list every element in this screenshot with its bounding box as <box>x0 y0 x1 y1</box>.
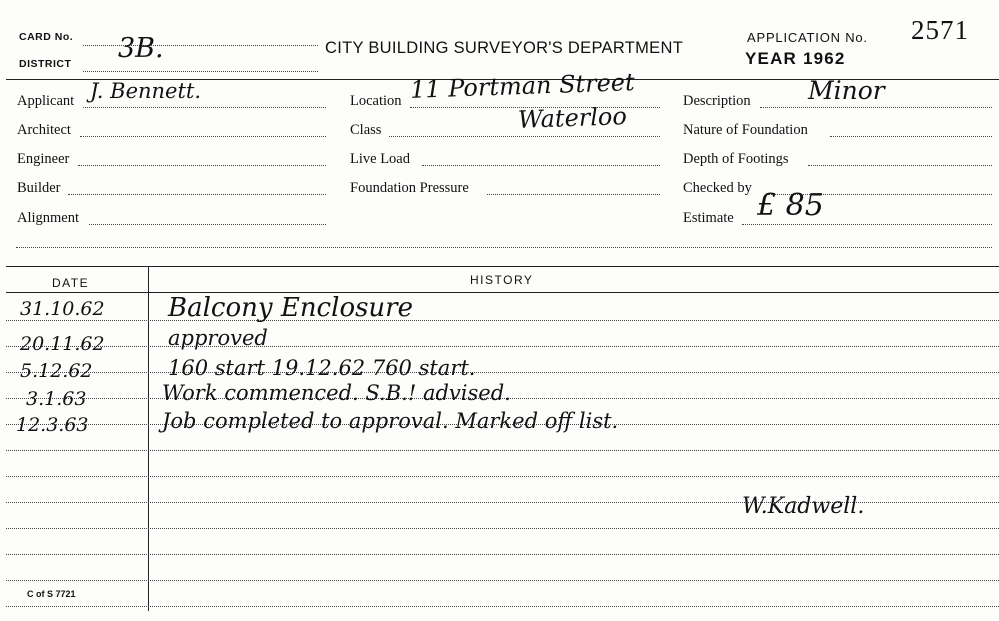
foundation-pressure-line <box>487 194 660 195</box>
alignment-label: Alignment <box>17 210 80 226</box>
history-date: 5.12.62 <box>20 360 93 382</box>
estimate-label: Estimate <box>683 210 734 226</box>
row-line <box>6 450 999 451</box>
description-label: Description <box>683 93 751 109</box>
row-line <box>6 580 999 581</box>
live-load-label: Live Load <box>350 151 410 167</box>
row-line <box>6 476 999 477</box>
history-date: 31.10.62 <box>20 298 105 320</box>
checked-by-label: Checked by <box>683 180 752 196</box>
history-entry: Job completed to approval. Marked off list. <box>162 409 619 433</box>
applicant-line <box>83 107 326 108</box>
district-label: DISTRICT <box>19 58 72 70</box>
builder-label: Builder <box>17 180 61 196</box>
signature: W.Kadwell. <box>742 494 865 519</box>
location-label: Location <box>350 93 402 109</box>
engineer-label: Engineer <box>17 151 70 167</box>
history-entry: Balcony Enclosure <box>168 293 413 323</box>
live-load-line <box>422 165 660 166</box>
depth-of-footings-label: Depth of Footings <box>683 151 789 167</box>
table-top-rule <box>6 266 999 267</box>
class-label: Class <box>350 122 382 138</box>
row-line <box>6 372 999 373</box>
history-date: 3.1.63 <box>26 388 87 410</box>
header-bottom-rule <box>6 292 999 293</box>
district-line <box>83 71 318 72</box>
engineer-line <box>78 165 326 166</box>
nature-of-foundation-line <box>830 136 992 137</box>
year-label: YEAR 1962 <box>745 49 846 68</box>
row-line <box>6 528 999 529</box>
class-line <box>389 136 660 137</box>
row-line <box>6 606 999 607</box>
applicant-value: J. Bennett. <box>90 79 202 103</box>
applicant-label: Applicant <box>17 93 75 109</box>
date-column-divider <box>148 266 149 611</box>
depth-of-footings-line <box>808 165 992 166</box>
row-line <box>6 346 999 347</box>
location-value-street: 11 Portman Street <box>409 68 636 104</box>
history-column-header: HISTORY <box>470 273 534 287</box>
history-entry: approved <box>168 326 268 350</box>
row-line <box>6 554 999 555</box>
alignment-line <box>89 224 326 225</box>
estimate-line <box>742 224 992 225</box>
description-line <box>760 107 992 108</box>
location-value-suburb: Waterloo <box>517 102 628 134</box>
foundation-pressure-label: Foundation Pressure <box>350 180 469 196</box>
nature-of-foundation-label: Nature of Foundation <box>683 122 808 138</box>
history-date: 20.11.62 <box>20 333 105 355</box>
block-bottom-line <box>16 247 992 248</box>
application-number: 2571 <box>911 15 969 45</box>
history-entry: 160 start 19.12.62 760 start. <box>168 356 476 380</box>
date-column-header: DATE <box>52 276 90 290</box>
row-line <box>6 320 999 321</box>
architect-label: Architect <box>17 122 71 138</box>
history-date: 12.3.63 <box>16 414 89 436</box>
estimate-value: £ 85 <box>757 188 824 223</box>
description-value: Minor <box>808 76 885 105</box>
district-value: 3B. <box>118 33 164 64</box>
architect-line <box>80 136 326 137</box>
form-code: C of S 7721 <box>27 589 76 599</box>
department-title: CITY BUILDING SURVEYOR'S DEPARTMENT <box>325 39 684 57</box>
application-no-label: APPLICATION No. <box>747 30 868 45</box>
history-entry: Work commenced. S.B.! advised. <box>162 381 511 405</box>
card-no-label: CARD No. <box>19 31 74 43</box>
builder-line <box>68 194 326 195</box>
